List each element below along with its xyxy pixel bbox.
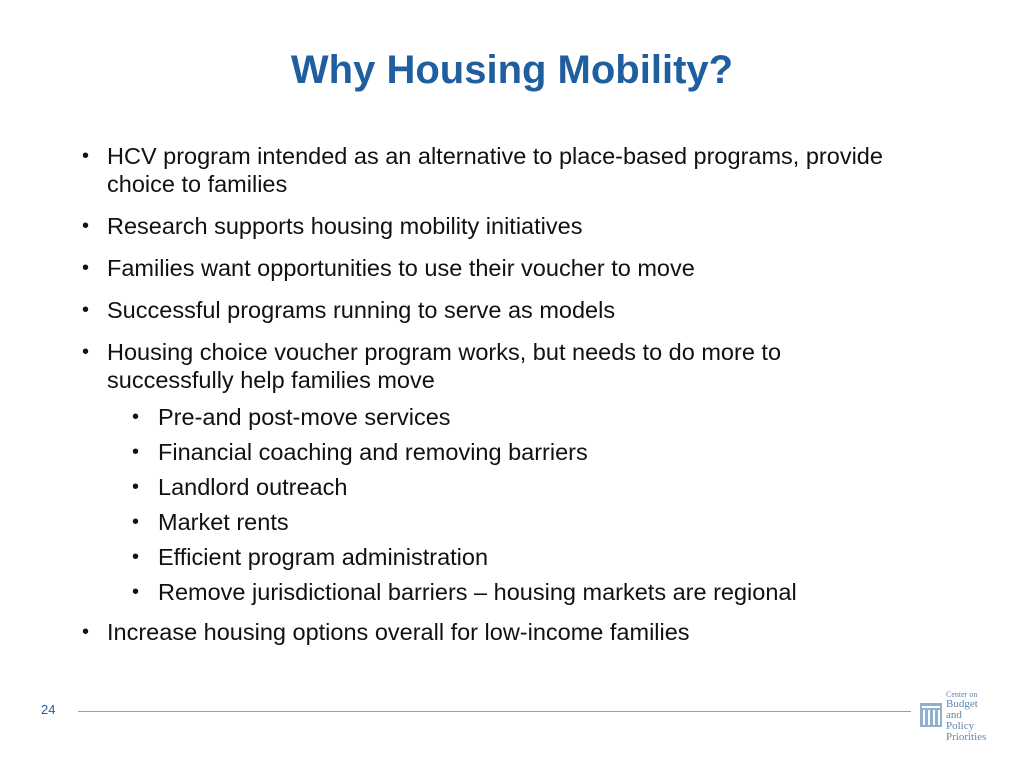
sub-bullet-item: • Financial coaching and removing barriers	[107, 435, 898, 470]
sub-bullet-item: • Landlord outreach	[107, 470, 898, 505]
bullet-list	[78, 142, 898, 660]
logo-line: Center on	[946, 690, 978, 699]
sub-bullet-item: • Remove jurisdictional barriers – housing markets are regional	[107, 575, 898, 610]
sub-bullet-item: • Efficient program administration	[107, 540, 898, 575]
bullet-item	[78, 618, 898, 646]
bullet-text: Families want opportunities to use their voucher to move	[107, 255, 695, 281]
bullet-text: Research supports housing mobility initiatives	[107, 213, 583, 239]
slide-title: Why Housing Mobility?	[290, 48, 734, 92]
logo-line: Budget	[946, 698, 978, 710]
sub-bullet-list	[107, 400, 898, 610]
sub-bullet-item: • Pre-and post-move services	[107, 400, 898, 435]
sub-bullet-item: • Market rents	[107, 505, 898, 540]
logo-wordmark	[946, 690, 992, 743]
building-logo-icon	[920, 703, 942, 727]
bullet-item	[78, 142, 898, 198]
bullet-item	[78, 296, 898, 324]
bullet-item	[78, 254, 898, 282]
cbpp-logo	[918, 690, 992, 743]
bullet-text: Increase housing options overall for low-income families	[107, 619, 690, 645]
bullet-item	[78, 212, 898, 240]
page-number: 24	[41, 702, 56, 717]
bullet-text: Successful programs running to serve as models	[107, 297, 616, 323]
bullet-text: HCV program intended as an alternative to place-based programs, provide choice to families	[107, 143, 883, 197]
logo-line: and Policy	[946, 709, 975, 732]
logo-line: Priorities	[946, 731, 987, 743]
bullet-item	[78, 338, 898, 610]
footer-divider	[78, 711, 911, 712]
bullet-text: Housing choice voucher program works, but needs to do more to successfully help families move	[107, 339, 782, 393]
